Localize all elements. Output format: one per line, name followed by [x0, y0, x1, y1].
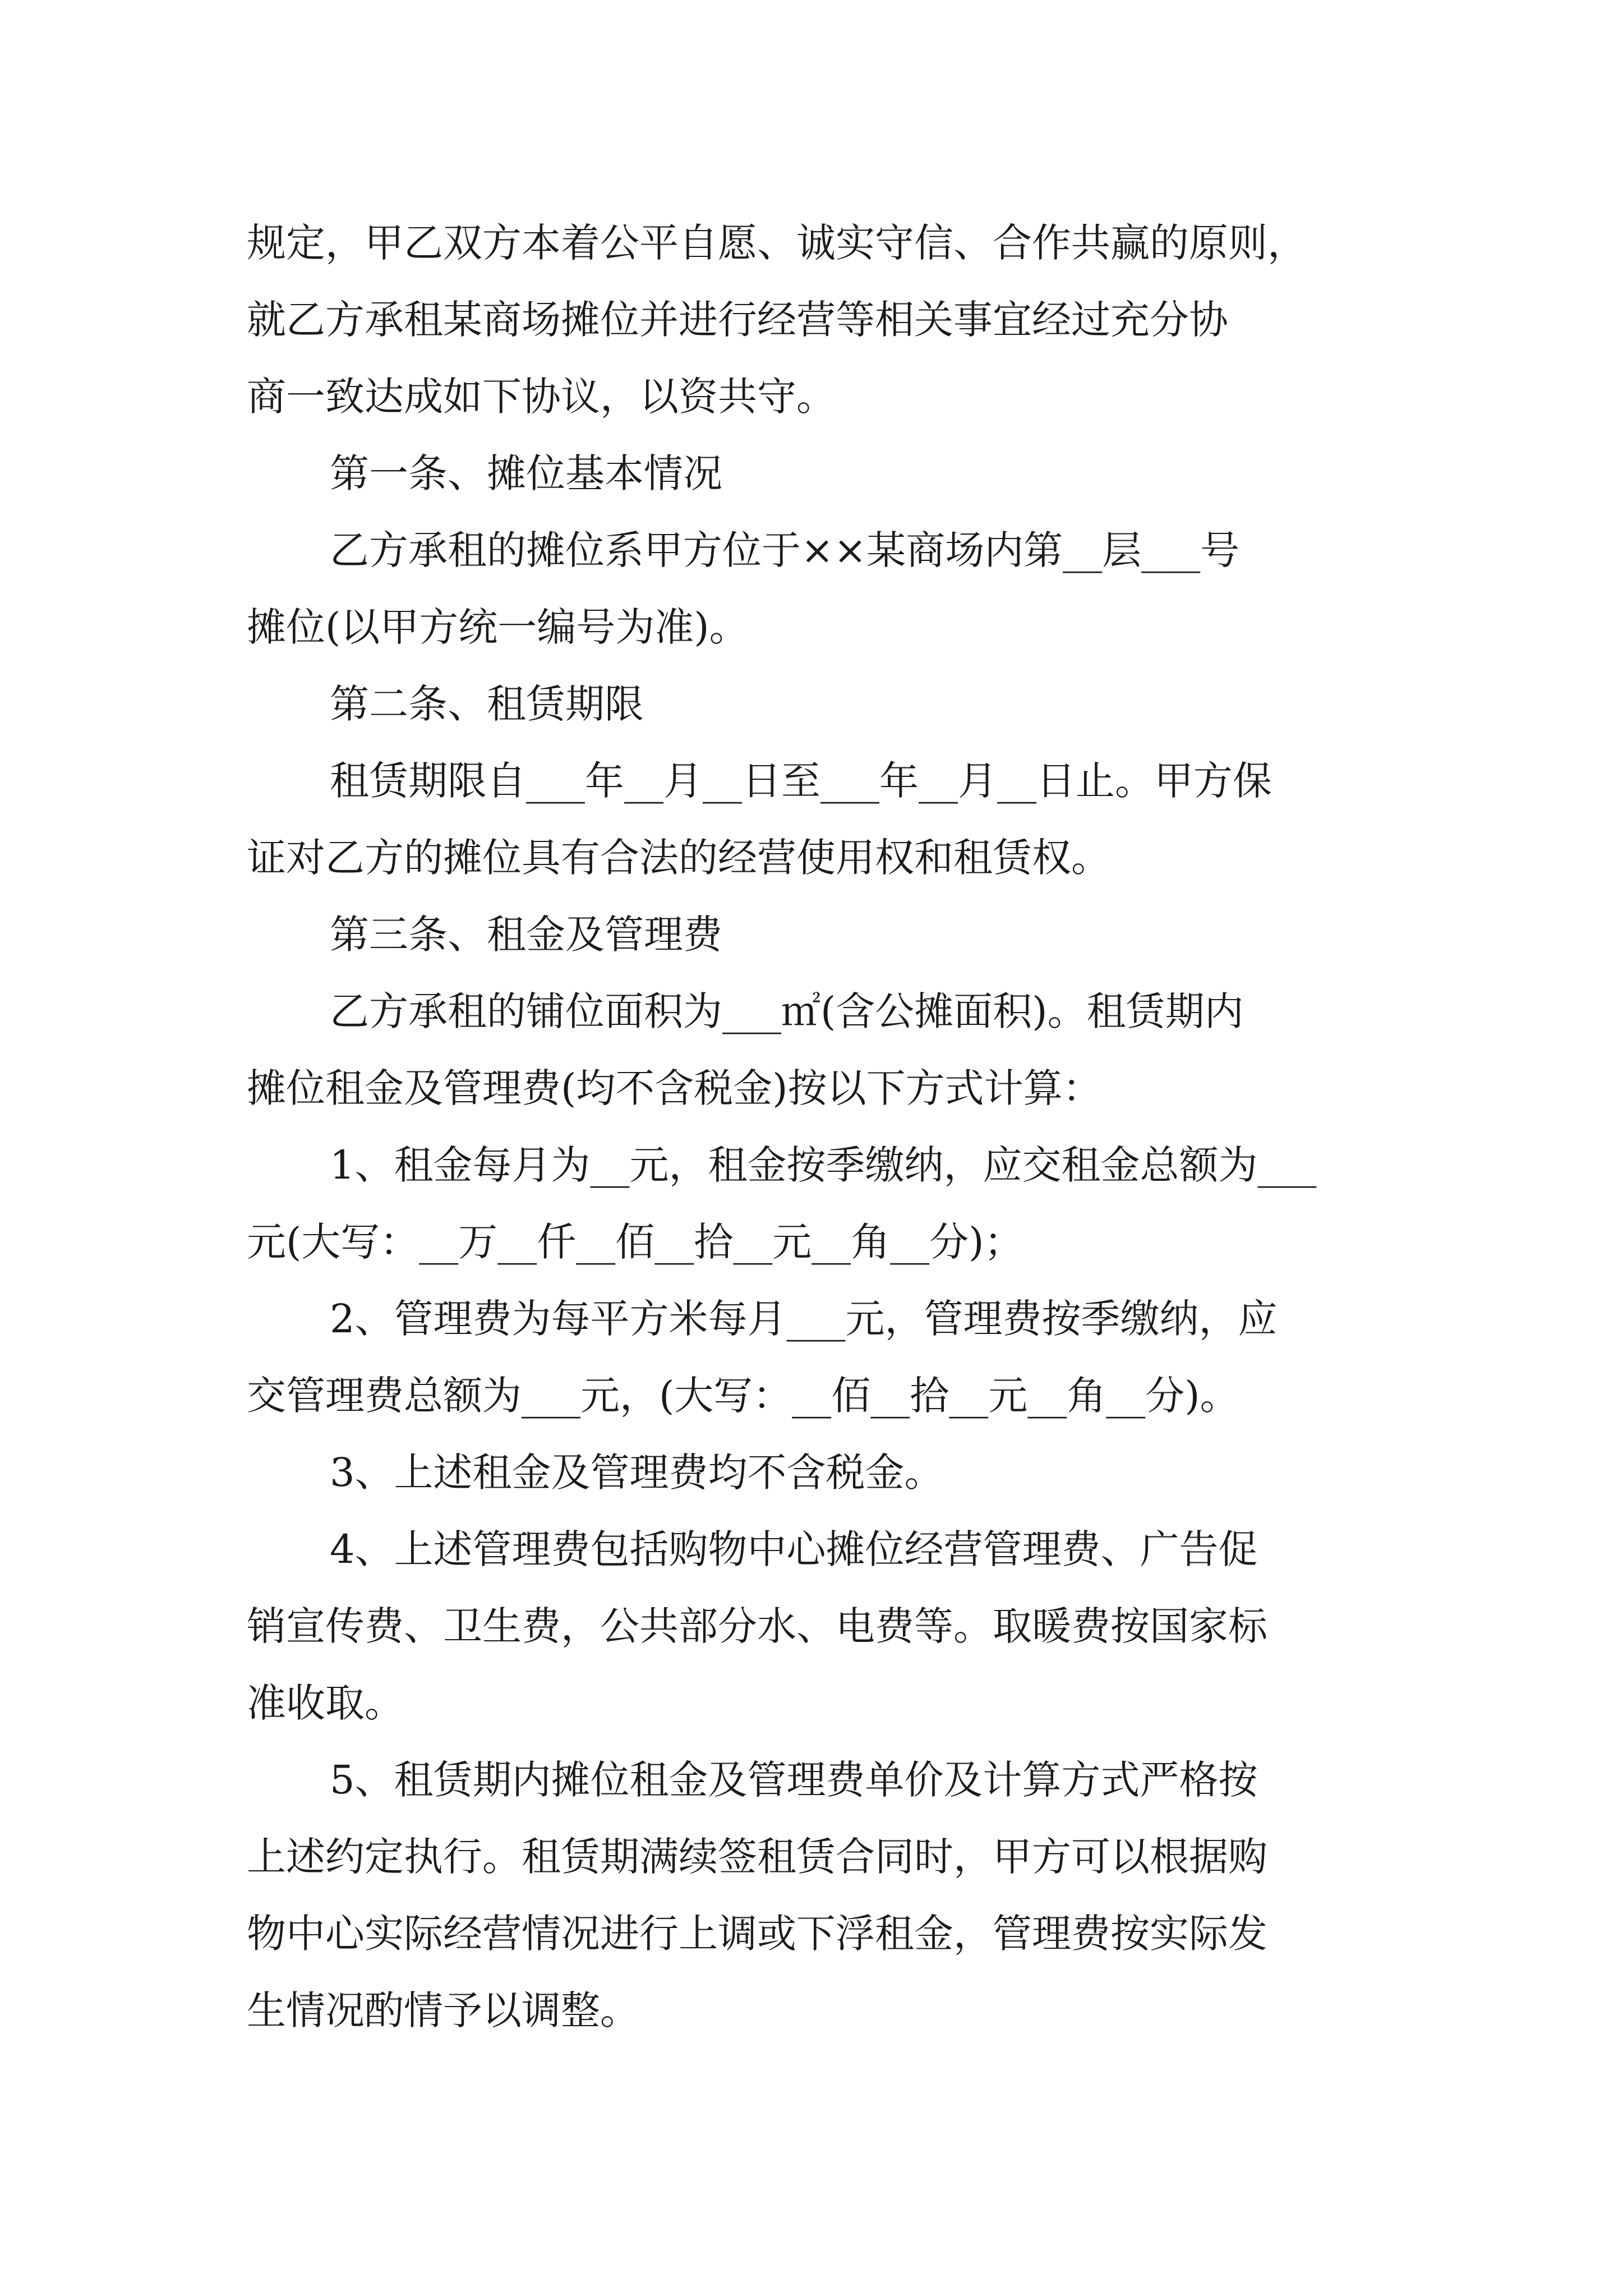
list-item-1: 1、租金每月为__元，租金按季缴纳，应交租金总额为___ — [330, 1142, 1317, 1188]
body-line: 租赁期限自___年__月__日至___年__月__日止。甲方保 — [330, 758, 1272, 804]
list-item-4: 4、上述管理费包括购物中心摊位经营管理费、广告促 — [330, 1526, 1258, 1572]
list-item-2: 2、管理费为每平方米每月___元，管理费按季缴纳，应 — [330, 1296, 1278, 1342]
body-line: 乙方承租的摊位系甲方位于××某商场内第__层___号 — [330, 527, 1240, 573]
body-line: 物中心实际经营情况进行上调或下浮租金，管理费按实际发 — [247, 1911, 1267, 1957]
body-line: 就乙方承租某商场摊位并进行经营等相关事宜经过充分协 — [247, 297, 1228, 343]
body-line: 摊位租金及管理费(均不含税金)按以下方式计算： — [247, 1065, 1102, 1111]
section-heading-3: 第三条、租金及管理费 — [330, 912, 722, 958]
section-heading-2: 第二条、租赁期限 — [330, 681, 644, 727]
body-line: 摊位(以甲方统一编号为准)。 — [247, 604, 749, 650]
list-item-5: 5、租赁期内摊位租金及管理费单价及计算方式严格按 — [330, 1757, 1258, 1803]
body-line: 乙方承租的铺位面积为___㎡(含公摊面积)。租赁期内 — [330, 988, 1244, 1034]
body-line: 商一致达成如下协议，以资共守。 — [247, 374, 836, 420]
body-line: 上述约定执行。租赁期满续签租赁合同时，甲方可以根据购 — [247, 1834, 1267, 1880]
body-line: 交管理费总额为___元，(大写：__佰__拾__元__角__分)。 — [247, 1373, 1239, 1419]
body-line: 证对乙方的摊位具有合法的经营使用权和租赁权。 — [247, 835, 1110, 881]
document-body — [247, 205, 1391, 2049]
body-line: 规定，甲乙双方本着公平自愿、诚实守信、合作共赢的原则， — [247, 220, 1307, 266]
body-line: 生情况酌情予以调整。 — [247, 1987, 639, 2033]
section-heading-1: 第一条、摊位基本情况 — [330, 450, 722, 496]
list-item-3: 3、上述租金及管理费均不含税金。 — [330, 1450, 944, 1496]
body-line: 销宣传费、卫生费，公共部分水、电费等。取暖费按国家标 — [247, 1603, 1267, 1649]
body-line: 元(大写：__万__仟__佰__拾__元__角__分)； — [247, 1219, 1023, 1265]
body-line: 准收取。 — [247, 1680, 404, 1726]
